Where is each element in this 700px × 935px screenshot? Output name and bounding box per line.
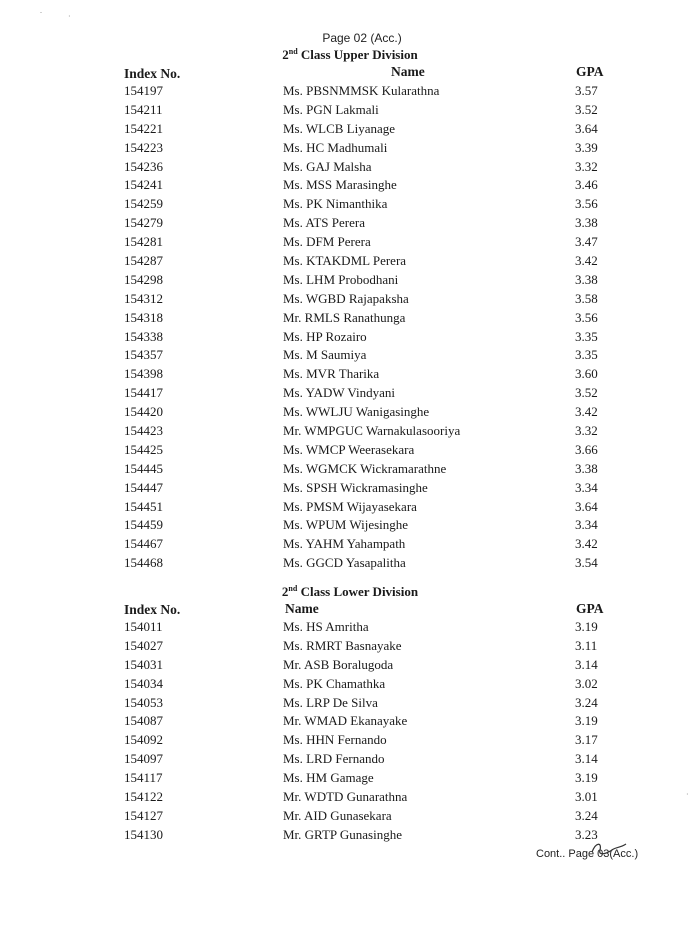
continuation-text: Cont.. Page 03(Acc.) [536,848,639,860]
name-cell: Ms. WGBD Rajapaksha [283,290,409,306]
page-header [0,31,700,45]
scan-speck: · [68,12,71,21]
table-row [0,807,700,826]
table-row [0,82,700,101]
gpa-cell: 3.35 [575,347,598,363]
table-row [0,346,700,365]
name-cell: Ms. WPUM Wijesinghe [283,517,409,533]
gpa-cell: 3.64 [575,498,598,514]
gpa-cell: 3.01 [575,789,598,805]
gpa-cell: 3.42 [575,404,598,420]
table-row [0,252,700,271]
gpa-cell: 3.57 [575,83,598,98]
gpa-cell: 3.34 [575,517,598,533]
index-cell: 154211 [124,101,163,117]
page-label: Page 02 (Acc.) [322,31,402,45]
gpa-cell: 3.38 [575,460,598,476]
title-suffix: nd [288,47,298,56]
upper-division-table [0,82,700,573]
name-cell: Mr. WDTD Gunarathna [283,789,408,805]
index-cell: 154127 [124,807,163,823]
name-cell: Ms. PMSM Wijayasekara [283,498,417,514]
gpa-cell: 3.19 [575,619,598,634]
table-row [0,290,700,309]
index-cell: 154420 [124,404,163,420]
index-cell: 154468 [124,555,163,571]
name-cell: Ms. LHM Probodhani [283,271,399,287]
gpa-cell: 3.52 [575,101,598,117]
column-header-gpa: GPA [576,64,604,79]
name-cell: Mr. RMLS Ranathunga [283,309,406,325]
table-row [0,195,700,214]
table-row [0,422,700,441]
table-row [0,554,700,573]
table-row [0,384,700,403]
table-row [0,328,700,347]
table-row [0,675,700,694]
name-cell: Ms. YAHM Yahampath [283,536,406,552]
gpa-cell: 3.56 [575,309,598,325]
table-row [0,769,700,788]
name-cell: Ms. WGMCK Wickramarathne [283,460,447,476]
index-cell: 154011 [124,619,163,634]
name-cell: Ms. GAJ Malsha [283,158,372,174]
name-cell: Ms. SPSH Wickramasinghe [283,479,428,495]
index-cell: 154034 [124,675,163,691]
table-row [0,788,700,807]
name-cell: Ms. HM Gamage [283,770,374,786]
table-row [0,233,700,252]
gpa-cell: 3.58 [575,290,598,306]
index-cell: 154117 [124,770,163,786]
table-row [0,750,700,769]
name-cell: Ms. M Saumiya [283,347,367,363]
name-cell: Ms. LRD Fernando [283,751,385,767]
gpa-cell: 3.24 [575,807,598,823]
index-cell: 154417 [124,385,163,401]
index-cell: 154279 [124,215,163,231]
table-row [0,479,700,498]
title-text: Class Upper Division [297,47,418,62]
index-cell: 154197 [124,83,163,98]
gpa-cell: 3.52 [575,385,598,401]
index-cell: 154122 [124,789,163,805]
table-row [0,460,700,479]
gpa-cell: 3.19 [575,713,598,729]
table-row [0,694,700,713]
name-cell: Ms. PK Chamathka [283,675,386,691]
gpa-cell: 3.19 [575,770,598,786]
index-cell: 154221 [124,120,163,136]
title-ordinal: 2 [281,584,289,599]
table-row [0,712,700,731]
name-cell: Ms. HHN Fernando [283,732,387,748]
gpa-cell: 3.46 [575,177,598,193]
gpa-cell: 3.38 [575,271,598,287]
column-header-index: Index No. [124,66,181,81]
index-cell: 154236 [124,158,163,174]
name-cell: Ms. WMCP Weerasekara [283,441,415,457]
index-cell: 154447 [124,479,163,495]
name-cell: Ms. HS Amritha [283,619,369,634]
table-row [0,214,700,233]
column-header-gpa: GPA [576,601,604,616]
index-cell: 154445 [124,460,163,476]
index-cell: 154425 [124,441,163,457]
name-cell: Ms. LRP De Silva [283,694,378,710]
index-cell: 154338 [124,328,163,344]
index-cell: 154092 [124,732,163,748]
name-cell: Ms. YADW Vindyani [283,385,396,401]
gpa-cell: 3.23 [575,826,598,842]
table-row [0,309,700,328]
name-cell: Ms. MSS Marasinghe [283,177,397,193]
table-row [0,139,700,158]
table-row [0,535,700,554]
name-cell: Ms. WWLJU Wanigasinghe [283,404,430,420]
name-cell: Ms. DFM Perera [283,234,371,250]
name-cell: Ms. RMRT Basnayake [283,637,402,653]
table-row [0,365,700,384]
index-cell: 154031 [124,656,163,672]
gpa-cell: 3.47 [575,234,598,250]
gpa-cell: 3.54 [575,555,598,571]
table-row [0,271,700,290]
gpa-cell: 3.34 [575,479,598,495]
index-cell: 154097 [124,751,163,767]
index-cell: 154087 [124,713,163,729]
index-cell: 154467 [124,536,163,552]
signature-initial [588,840,628,858]
gpa-cell: 3.42 [575,253,598,269]
index-cell: 154357 [124,347,163,363]
table-row [0,637,700,656]
table-row [0,498,700,517]
name-cell: Ms. PBSNMMSK Kularathna [283,83,440,98]
index-cell: 154241 [124,177,163,193]
name-cell: Ms. HP Rozairo [283,328,367,344]
name-cell: Ms. WLCB Liyanage [283,120,396,136]
table-row [0,656,700,675]
section-title-lower [0,584,700,600]
index-cell: 154130 [124,826,163,842]
gpa-cell: 3.42 [575,536,598,552]
gpa-cell: 3.17 [575,732,598,748]
column-header-name: Name [391,64,425,79]
title-text: Class Lower Division [297,584,419,599]
index-cell: 154398 [124,366,163,382]
column-header-index: Index No. [124,602,181,617]
gpa-cell: 3.24 [575,694,598,710]
table-row [0,101,700,120]
name-cell: Mr. WMAD Ekanayake [283,713,408,729]
gpa-cell: 3.56 [575,196,598,212]
index-cell: 154298 [124,271,163,287]
gpa-cell: 3.11 [575,637,598,653]
gpa-cell: 3.14 [575,751,598,767]
table-row [0,176,700,195]
gpa-cell: 3.32 [575,158,598,174]
title-ordinal: 2 [282,47,289,62]
gpa-cell: 3.39 [575,139,598,155]
index-cell: 154451 [124,498,163,514]
index-cell: 154459 [124,517,163,533]
gpa-cell: 3.02 [575,675,598,691]
table-row [0,403,700,422]
column-header-name: Name [285,601,319,616]
gpa-cell: 3.38 [575,215,598,231]
name-cell: Ms. KTAKDML Perera [283,253,407,269]
name-cell: Ms. GGCD Yasapalitha [283,555,406,571]
index-cell: 154223 [124,139,163,155]
table-row [0,618,700,637]
gpa-cell: 3.35 [575,328,598,344]
table-row [0,120,700,139]
index-cell: 154312 [124,290,163,306]
index-cell: 154027 [124,637,163,653]
name-cell: Ms. HC Madhumali [283,139,388,155]
index-cell: 154259 [124,196,163,212]
table-row [0,158,700,177]
gpa-cell: 3.14 [575,656,598,672]
name-cell: Mr. AID Gunasekara [283,807,392,823]
index-cell: 154423 [124,423,163,439]
name-cell: Ms. PK Nimanthika [283,196,388,212]
table-row [0,516,700,535]
gpa-cell: 3.32 [575,423,598,439]
index-cell: 154053 [124,694,163,710]
name-cell: Ms. ATS Perera [283,215,365,231]
gpa-cell: 3.64 [575,120,598,136]
section-title-upper [0,47,700,63]
index-cell: 154281 [124,234,163,250]
name-cell: Mr. GRTP Gunasinghe [283,826,402,842]
index-cell: 154287 [124,253,163,269]
name-cell: Ms. MVR Tharika [283,366,380,382]
name-cell: Ms. PGN Lakmali [283,101,379,117]
table-row [0,441,700,460]
gpa-cell: 3.60 [575,366,598,382]
scan-speck: . [40,6,42,15]
scan-speck: · [686,790,689,799]
name-cell: Mr. WMPGUC Warnakulasooriya [283,423,461,439]
name-cell: Mr. ASB Boralugoda [283,656,394,672]
table-row [0,731,700,750]
gpa-cell: 3.66 [575,441,598,457]
continuation-note [536,848,638,860]
title-suffix: nd [288,584,298,593]
index-cell: 154318 [124,309,163,325]
lower-division-table [0,618,700,845]
